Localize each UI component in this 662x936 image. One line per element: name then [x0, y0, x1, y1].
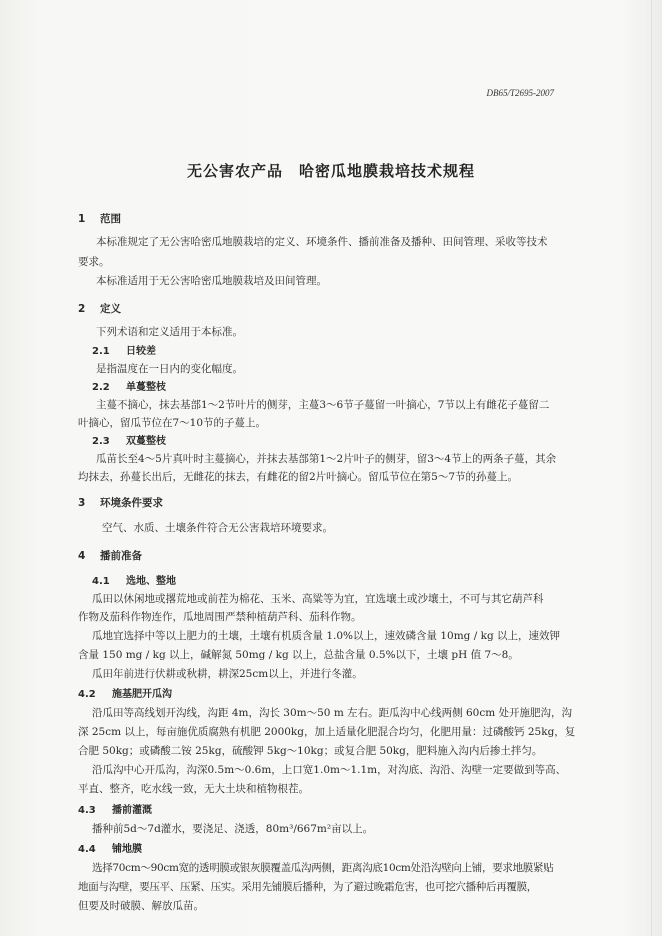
section-4-2-number: 4.2 [78, 689, 96, 700]
document-code: DB65/T2695-2007 [486, 88, 554, 98]
s4-2-text-a: 沿瓜田等高线划开沟线，沟距 4m，沟长 30m～50 m 左右。距瓜沟中心线两侧 60cm 处开施肥沟，沟 [92, 707, 572, 719]
section-2-number: 2 [78, 303, 86, 315]
section-4-title: 播前准备 [100, 550, 142, 562]
section-4-3-title: 播前灌溉 [112, 805, 152, 816]
section-3-title: 环境条件要求 [100, 497, 163, 509]
page-fold-shadow [651, 0, 652, 936]
s2-2-text-b: 叶摘心，留瓜节位在7～10节的子蔓上。 [78, 417, 267, 429]
s4-4-text-b: 地面与沟壁，要压平、压紧、压实。采用先铺膜后播种，为了避过晚霜危害，也可挖穴播种后再覆膜， [78, 881, 537, 893]
section-4-1-title: 选地、整地 [126, 576, 176, 587]
s4-1-text-c: 瓜地宜选择中等以上肥力的土壤，土壤有机质含量 1.0%以上，速效磷含量 10mg / kg 以上，速效钾 [92, 630, 561, 642]
section-2-2-title: 单蔓整枝 [126, 382, 166, 393]
s4-2-text-e: 平直、整齐，吃水线一致，无大土块和植物根茬。 [78, 783, 309, 795]
s4-4-text-c: 但要及时破膜、解放瓜苗。 [78, 900, 204, 912]
section-4-3-heading [78, 804, 152, 817]
s4-1-text-e: 瓜田年前进行伏耕或秋耕，耕深25cm以上，并进行冬灌。 [92, 668, 363, 680]
section-2-title: 定义 [100, 303, 121, 315]
section-2-3-number: 2.3 [92, 436, 110, 447]
s2-1-text: 是指温度在一日内的变化幅度。 [96, 363, 243, 375]
s4-2-text-d: 沿瓜沟中心开瓜沟，沟深0.5m～0.6m，上口宽1.0m～1.1m，对沟底、沟沿、沟壁一定要做到等高、 [92, 764, 567, 776]
s2-3-text-a: 瓜苗长至4～5片真叶时主蔓摘心，并抹去基部第1～2片叶子的侧芽，留3～4节上的两条子蔓，其余 [96, 453, 557, 465]
section-4-4-heading [78, 843, 142, 856]
s2-3-text-b: 均抹去，孙蔓长出后，无雌花的抹去，有雌花的留2片叶摘心。留瓜节位在第5～7节的孙蔓上。 [78, 471, 519, 483]
s3-text: 空气、水质、土壤条件符合无公害栽培环境要求。 [102, 522, 333, 534]
s4-3-text: 播种前5d～7d灌水，要浇足、浇透，80m³/667m²亩以上。 [92, 823, 374, 835]
s2-2-text-a: 主蔓不摘心，抹去基部1～2节叶片的侧芽，主蔓3～6节子蔓留一叶摘心，7节以上有雌花子蔓留二 [96, 399, 550, 411]
s4-1-text-a: 瓜田以休闲地或撂荒地或前茬为棉花、玉米、高粱等为宜，宜选壤土或沙壤土，不可与其它葫芦科 [92, 593, 544, 605]
section-1-title: 范围 [100, 213, 121, 225]
section-2-heading [78, 303, 121, 316]
section-2-2-heading [92, 381, 166, 394]
section-4-1-number: 4.1 [92, 576, 110, 587]
s4-2-text-c: 合肥 50kg；或磷酸二铵 25kg，硫酸钾 5kg～10kg；或复合肥 50kg，肥料施入沟内后掺土拌匀。 [78, 745, 543, 757]
section-4-2-title: 施基肥开瓜沟 [112, 689, 172, 700]
section-2-3-heading [92, 435, 166, 448]
s1-paragraph-1a: 本标准规定了无公害哈密瓜地膜栽培的定义、环境条件、播前准备及播种、田间管理、采收等技术 [96, 236, 548, 248]
section-1-heading [78, 213, 121, 226]
section-3-number: 3 [78, 497, 86, 509]
section-4-4-number: 4.4 [78, 844, 96, 855]
section-4-heading [78, 550, 142, 563]
s4-2-text-b: 深 25cm 以上，每亩施优质腐熟有机肥 2000kg，加上适量化肥混合均匀，化肥用量：过磷酸钙 25kg，复 [78, 726, 576, 738]
section-4-1-heading [92, 575, 176, 588]
s4-4-text-a: 选择70cm～90cm宽的透明膜或银灰膜覆盖瓜沟两侧，距离沟底10cm处沿沟壁向上铺，要求地膜紧贴 [92, 862, 554, 874]
s2-intro: 下列术语和定义适用于本标准。 [96, 326, 243, 338]
section-3-heading [78, 497, 163, 510]
section-2-1-title: 日较差 [126, 346, 156, 357]
section-4-2-heading [78, 688, 172, 701]
page-title: 无公害农产品 哈密瓜地膜栽培技术规程 [186, 162, 475, 180]
s4-1-text-d: 含量 150 mg / kg 以上，碱解氮 50mg / kg 以上，总盐含量 0.5%以下，土壤 pH 值 7～8。 [78, 649, 519, 661]
section-1-number: 1 [78, 213, 86, 225]
s1-paragraph-2: 本标准适用于无公害哈密瓜地膜栽培及田间管理。 [96, 275, 327, 287]
section-2-3-title: 双蔓整枝 [126, 436, 166, 447]
section-4-4-title: 铺地膜 [112, 844, 142, 855]
s1-paragraph-1b: 要求。 [78, 256, 110, 268]
section-4-number: 4 [78, 550, 86, 562]
section-2-1-heading [92, 345, 156, 358]
section-4-3-number: 4.3 [78, 805, 96, 816]
section-2-1-number: 2.1 [92, 346, 110, 357]
section-2-2-number: 2.2 [92, 382, 110, 393]
s4-1-text-b: 作物及茄科作物连作，瓜地周围严禁种植葫芦科、茄科作物。 [78, 611, 362, 623]
